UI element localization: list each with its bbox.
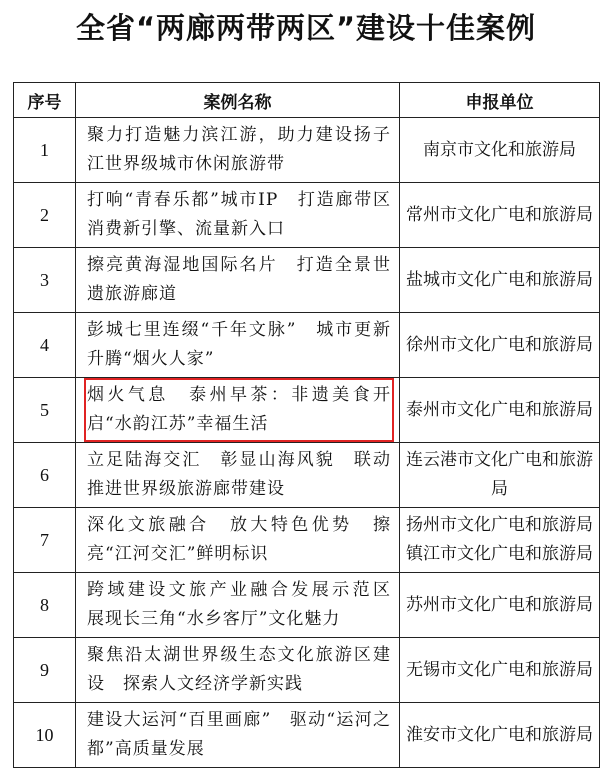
row-name: 建设大运河“百里画廊” 驱动“运河之都”高质量发展 — [76, 703, 400, 768]
row-unit: 连云港市文化广电和旅游局 — [400, 443, 600, 508]
table-row — [14, 508, 600, 573]
row-unit: 苏州市文化广电和旅游局 — [400, 573, 600, 638]
row-unit: 常州市文化广电和旅游局 — [400, 183, 600, 248]
row-index: 6 — [14, 443, 76, 508]
row-index: 1 — [14, 118, 76, 183]
row-index: 10 — [14, 703, 76, 768]
table-row — [14, 703, 600, 768]
row-unit: 泰州市文化广电和旅游局 — [400, 378, 600, 443]
row-unit: 淮安市文化广电和旅游局 — [400, 703, 600, 768]
row-name: 聚焦沿太湖世界级生态文化旅游区建设 探索人文经济学新实践 — [76, 638, 400, 703]
table-row — [14, 313, 600, 378]
row-index: 9 — [14, 638, 76, 703]
row-name: 擦亮黄海湿地国际名片 打造全景世遗旅游廊道 — [76, 248, 400, 313]
table-row — [14, 183, 600, 248]
row-index: 8 — [14, 573, 76, 638]
row-name-cell — [76, 378, 400, 443]
page-title: 全省“两廊两带两区”建设十佳案例 — [75, 11, 537, 45]
header-index: 序号 — [14, 83, 76, 118]
row-index: 4 — [14, 313, 76, 378]
row-unit: 扬州市文化广电和旅游局 镇江市文化广电和旅游局 — [400, 508, 600, 573]
row-name: 立足陆海交汇 彰显山海风貌 联动推进世界级旅游廊带建设 — [76, 443, 400, 508]
header-unit: 申报单位 — [400, 83, 600, 118]
row-unit: 无锡市文化广电和旅游局 — [400, 638, 600, 703]
cases-table — [13, 82, 600, 768]
table-body — [14, 118, 600, 768]
row-name: 打响“青春乐都”城市IP 打造廊带区消费新引擎、流量新入口 — [76, 183, 400, 248]
table-row — [14, 118, 600, 183]
row-name: 深化文旅融合 放大特色优势 擦亮“江河交汇”鲜明标识 — [76, 508, 400, 573]
row-name: 彭城七里连缀“千年文脉” 城市更新升腾“烟火人家” — [76, 313, 400, 378]
row-unit: 徐州市文化广电和旅游局 — [400, 313, 600, 378]
row-index: 5 — [14, 378, 76, 443]
table-row — [14, 443, 600, 508]
row-index: 2 — [14, 183, 76, 248]
row-name: 聚力打造魅力滨江游，助力建设扬子江世界级城市休闲旅游带 — [76, 118, 400, 183]
table-row — [14, 573, 600, 638]
row-index: 3 — [14, 248, 76, 313]
row-unit: 南京市文化和旅游局 — [400, 118, 600, 183]
row-unit: 盐城市文化广电和旅游局 — [400, 248, 600, 313]
table-row — [14, 638, 600, 703]
highlighted-case-name: 烟火气息 泰州早茶：非遗美食开启“水韵江苏”幸福生活 — [87, 381, 391, 439]
table-row — [14, 248, 600, 313]
row-index: 7 — [14, 508, 76, 573]
table-header-row — [14, 83, 600, 118]
table-row — [14, 378, 600, 443]
header-name: 案例名称 — [76, 83, 400, 118]
row-name: 跨域建设文旅产业融合发展示范区 展现长三角“水乡客厅”文化魅力 — [76, 573, 400, 638]
